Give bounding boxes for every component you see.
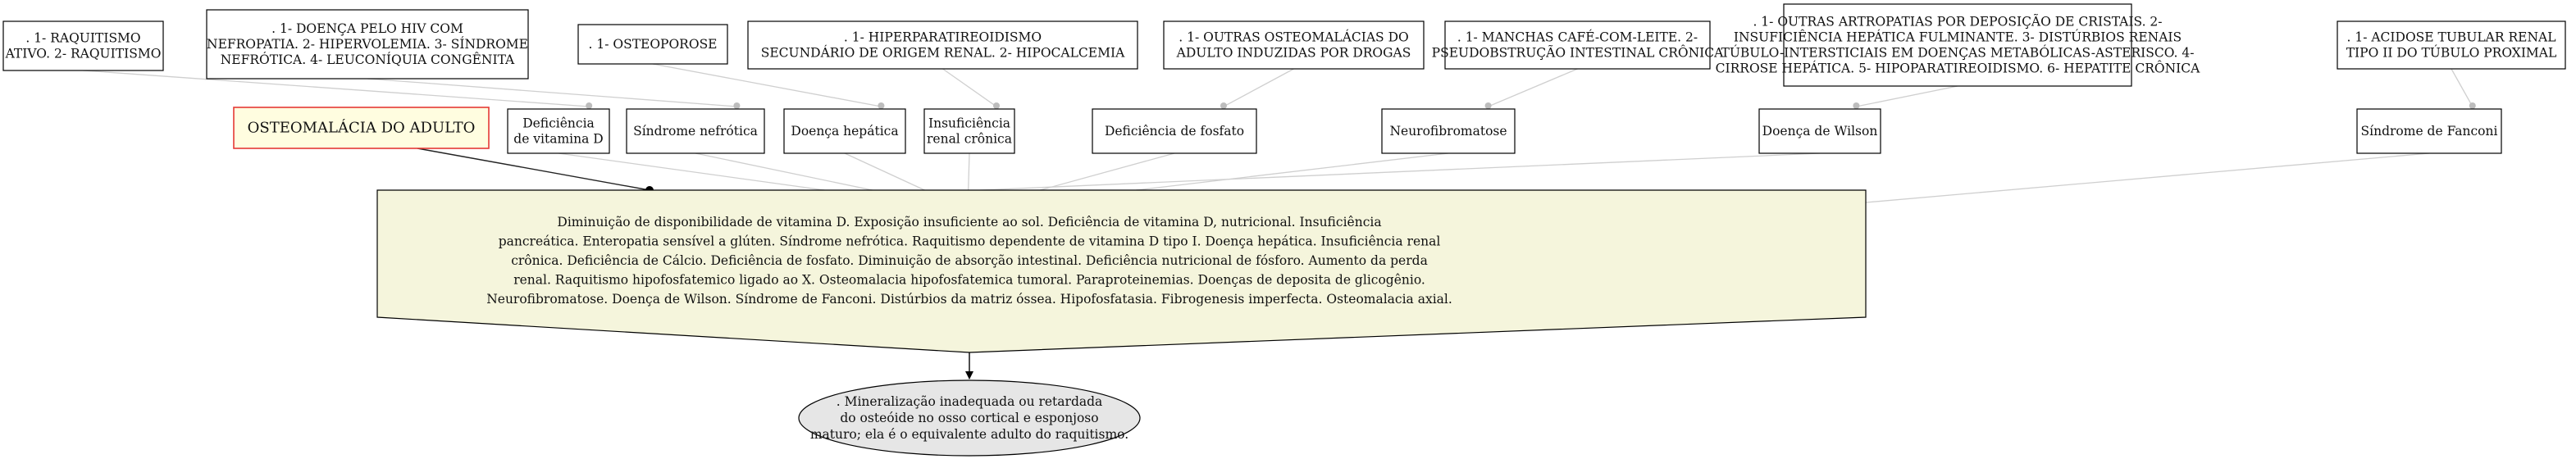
note-text: . 1- OUTRAS OSTEOMALÁCIAS DO <box>1179 30 1409 45</box>
note-text: . 1- OSTEOPOROSE <box>588 37 718 52</box>
cause-node-label: Deficiência de fosfato <box>1104 124 1245 139</box>
cause-node-vitd[interactable] <box>508 109 609 153</box>
result-node-text: do osteóide no osso cortical e esponjoso <box>840 411 1099 425</box>
edge-note-hepatica <box>653 64 881 107</box>
center-node-text: crônica. Deficiência de Cálcio. Deficiência de fosfato. Diminuição de absorção intestinal. Deficiência nutricional de fósforo. Aumento da perda <box>511 253 1428 268</box>
cause-node-label: Doença hepática <box>791 124 899 139</box>
note-text: ADULTO INDUZIDAS POR DROGAS <box>1176 45 1411 61</box>
cause-node-label: Síndrome de Fanconi <box>2360 124 2498 139</box>
note-box <box>748 21 1138 69</box>
connector-dot <box>1485 102 1492 109</box>
note-box <box>1432 21 1725 69</box>
connector-dot <box>586 102 592 109</box>
edge-note-wilson <box>1856 86 1958 107</box>
connector-dot <box>1220 102 1227 109</box>
note-text: . 1- ACIDOSE TUBULAR RENAL <box>2346 30 2556 45</box>
connector-dot <box>1853 102 1859 109</box>
result-node-text: . Mineralização inadequada ou retardada <box>836 394 1103 409</box>
cause-node-neuro[interactable] <box>1382 109 1515 153</box>
cause-node-nefrotica[interactable] <box>627 109 764 153</box>
edge-fanconi-to-center <box>1866 153 2429 202</box>
connector-dot <box>2469 102 2476 109</box>
note-box <box>207 10 528 79</box>
center-node-text: Diminuição de disponibilidade de vitamina D. Exposição insuficiente ao sol. Deficiência de vitamina D, nutricional. Insuficiência <box>557 215 1382 230</box>
cause-node-label: Deficiência <box>522 116 595 131</box>
note-text: PSEUDOBSTRUÇÃO INTESTINAL CRÔNICA <box>1431 45 1724 61</box>
note-text: . 1- HIPERPARATIREOIDISMO <box>843 30 1042 45</box>
center-node-text: pancreática. Enteropatia sensível a glúten. Síndrome nefrótica. Raquitismo dependente de vitamina D tipo I. Doença hepática. Insuficiência renal <box>498 234 1441 249</box>
note-text: SECUNDÁRIO DE ORIGEM RENAL. 2- HIPOCALCEMIA <box>760 45 1125 61</box>
cause-node-label: renal crônica <box>927 131 1012 147</box>
edge-note-fanconi <box>2451 69 2473 107</box>
root-node[interactable] <box>234 107 489 148</box>
note-box <box>578 25 727 64</box>
cause-node-label: Neurofibromatose <box>1389 124 1507 139</box>
note-text: . 1- RAQUITISMO <box>25 30 141 46</box>
note-text: . 1- OUTRAS ARTROPATIAS POR DEPOSIÇÃO DE CRISTAIS. 2- <box>1753 14 2163 30</box>
cause-node-label: Síndrome nefrótica <box>633 124 758 139</box>
note-text: . 1- DOENÇA PELO HIV COM <box>271 21 463 36</box>
cause-node-label: Insuficiência <box>928 116 1011 131</box>
note-text: TIPO II DO TÚBULO PROXIMAL <box>2346 45 2557 61</box>
edge-note-renal <box>943 69 997 107</box>
center-node-text: renal. Raquitismo hipofosfatemico ligado ao X. Osteomalacia hipofosfatemica tumoral. Paraproteinemias. Doenças de deposita de glicogênio. <box>513 272 1425 288</box>
cause-node-fanconi[interactable] <box>2357 109 2501 153</box>
cause-node-hepatica[interactable] <box>784 109 905 153</box>
edge-note-neuro <box>1489 69 1578 107</box>
center-node[interactable] <box>377 190 1866 352</box>
note-text: CIRROSE HEPÁTICA. 5- HIPOPARATIREOIDISMO. 6- HEPATITE CRÔNICA <box>1715 61 2200 76</box>
cause-node-label: Doença de Wilson <box>1762 124 1878 139</box>
cause-node-label: de vitamina D <box>513 131 604 147</box>
nodes-layer <box>3 4 2565 456</box>
note-box <box>1716 4 2200 86</box>
result-node[interactable] <box>799 380 1140 456</box>
connector-dot <box>993 102 1000 109</box>
connector-dot <box>878 102 884 109</box>
note-box <box>3 21 163 70</box>
root-node-label: OSTEOMALÁCIA DO ADULTO <box>247 119 476 137</box>
result-node-text: maturo; ela é o equivalente adulto do raquitismo. <box>809 427 1129 442</box>
note-box <box>1164 21 1424 69</box>
connector-dot <box>733 102 740 109</box>
center-node-text: Neurofibromatose. Doença de Wilson. Síndrome de Fanconi. Distúrbios da matriz óssea. Hipofosfatasia. Fibrogenesis imperfecta. Osteomalacia axial. <box>486 292 1452 307</box>
note-box <box>2337 21 2565 69</box>
note-text: NEFROPATIA. 2- HIPERVOLEMIA. 3- SÍNDROME <box>207 37 528 52</box>
edge-note-nefrotica <box>367 79 736 107</box>
note-text: INSUFICIÊNCIA HEPÁTICA FULMINANTE. 3- DISTÚRBIOS RENAIS <box>1733 30 2182 45</box>
edge-note-fosfato <box>1224 69 1294 107</box>
cause-node-fosfato[interactable] <box>1092 109 1256 153</box>
edge-hepatica-to-center <box>845 153 925 190</box>
note-text: . 1- MANCHAS CAFÉ-COM-LEITE. 2- <box>1457 30 1698 45</box>
edge-root-to-center <box>417 148 650 190</box>
cause-node-renal[interactable] <box>924 109 1014 153</box>
note-text: TÚBULO-INTERSTICIAIS EM DOENÇAS METABÓLICAS-ASTERISCO. 4- <box>1721 45 2195 61</box>
note-text: ATIVO. 2- RAQUITISMO <box>5 46 162 61</box>
note-text: NEFRÓTICA. 4- LEUCONÍQUIA CONGÊNITA <box>220 52 515 67</box>
cause-node-wilson[interactable] <box>1759 109 1881 153</box>
